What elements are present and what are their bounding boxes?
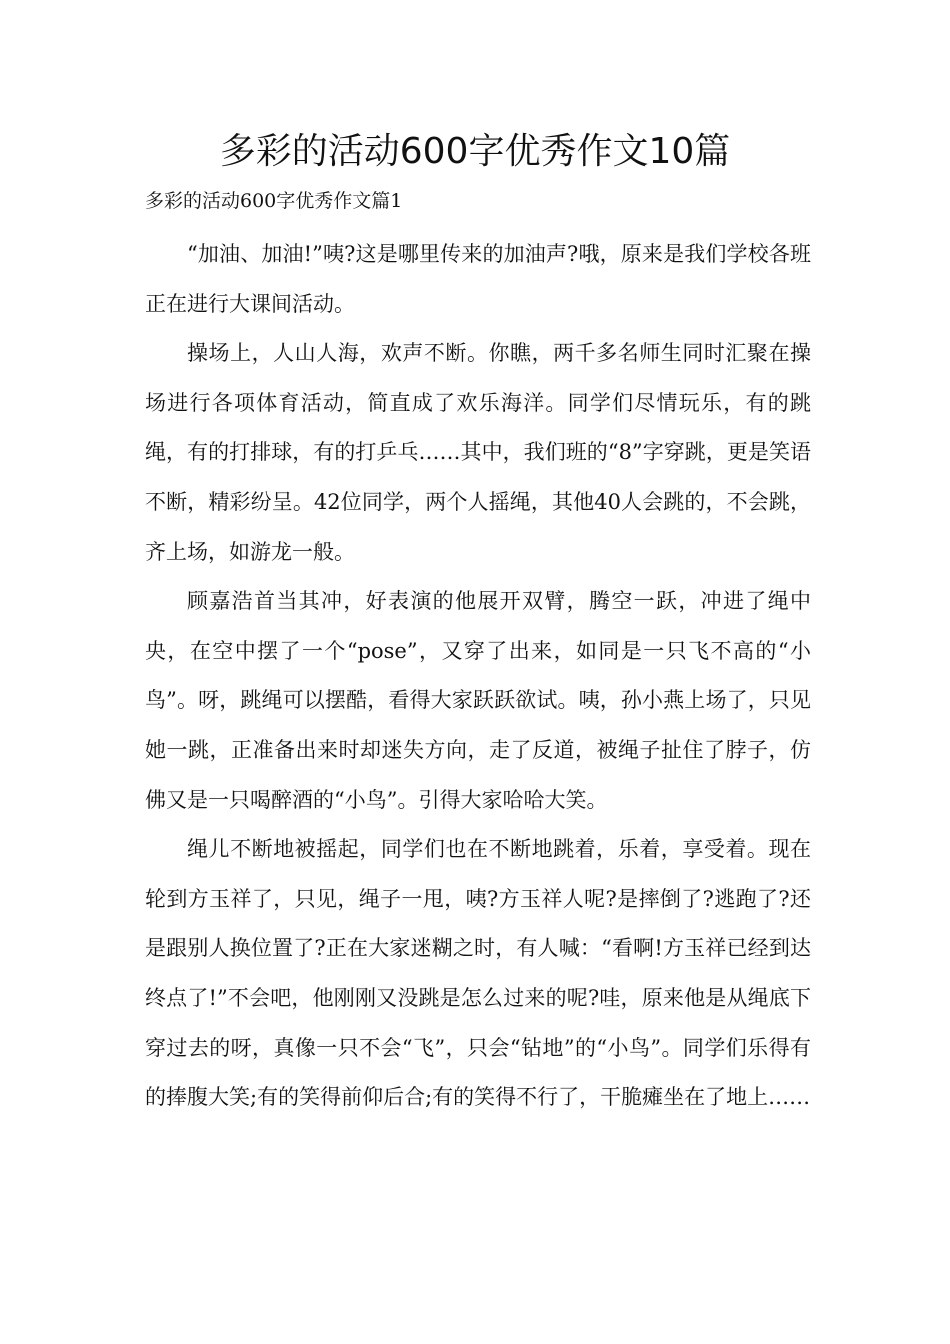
paragraph-3: 顾嘉浩首当其冲，好表演的他展开双臂，腾空一跃，冲进了绳中央，在空中摆了一个“pose”，又穿了出来，如同是一只飞不高的“小鸟”。呀，跳绳可以摆酷，看得大家跃跃欲试。咦，孙小燕上场了，只见她一跳，正准备出来时却迷失方向，走了反道，被绳子扯住了脖子，仿佛又是一只喝醉酒的“小鸟”。引得大家哈哈大笑。 bbox=[145, 589, 811, 812]
document-title: 多彩的活动600字优秀作文10篇 bbox=[219, 131, 731, 172]
section-heading: 多彩的活动600字优秀作文篇1 bbox=[145, 190, 403, 212]
paragraph-1: “加油、加油!”咦?这是哪里传来的加油声?哦，原来是我们学校各班正在进行大课间活动。 bbox=[145, 242, 811, 316]
paragraph-4: 绳儿不断地被摇起，同学们也在不断地跳着，乐着，享受着。现在轮到方玉祥了，只见，绳子一甩，咦?方玉祥人呢?是摔倒了?逃跑了?还是跟别人换位置了?正在大家迷糊之时，有人喊：“看啊!方玉祥已经到达终点了!”不会吧，他刚刚又没跳是怎么过来的呢?哇，原来他是从绳底下穿过去的呀，真像一只不会“飞”，只会“钻地”的“小鸟”。同学们乐得有的捧腹大笑;有的笑得前仰后合;有的笑得不行了，干脆瘫坐在了地上…… bbox=[145, 837, 811, 1110]
paragraph-2: 操场上，人山人海，欢声不断。你瞧，两千多名师生同时汇聚在操场进行各项体育活动，简直成了欢乐海洋。同学们尽情玩乐，有的跳绳，有的打排球，有的打乒乓……其中，我们班的“8”字穿跳，更是笑语不断，精彩纷呈。42位同学，两个人摇绳，其他40人会跳的，不会跳，齐上场，如游龙一般。 bbox=[145, 341, 811, 564]
article-body bbox=[145, 230, 811, 1123]
